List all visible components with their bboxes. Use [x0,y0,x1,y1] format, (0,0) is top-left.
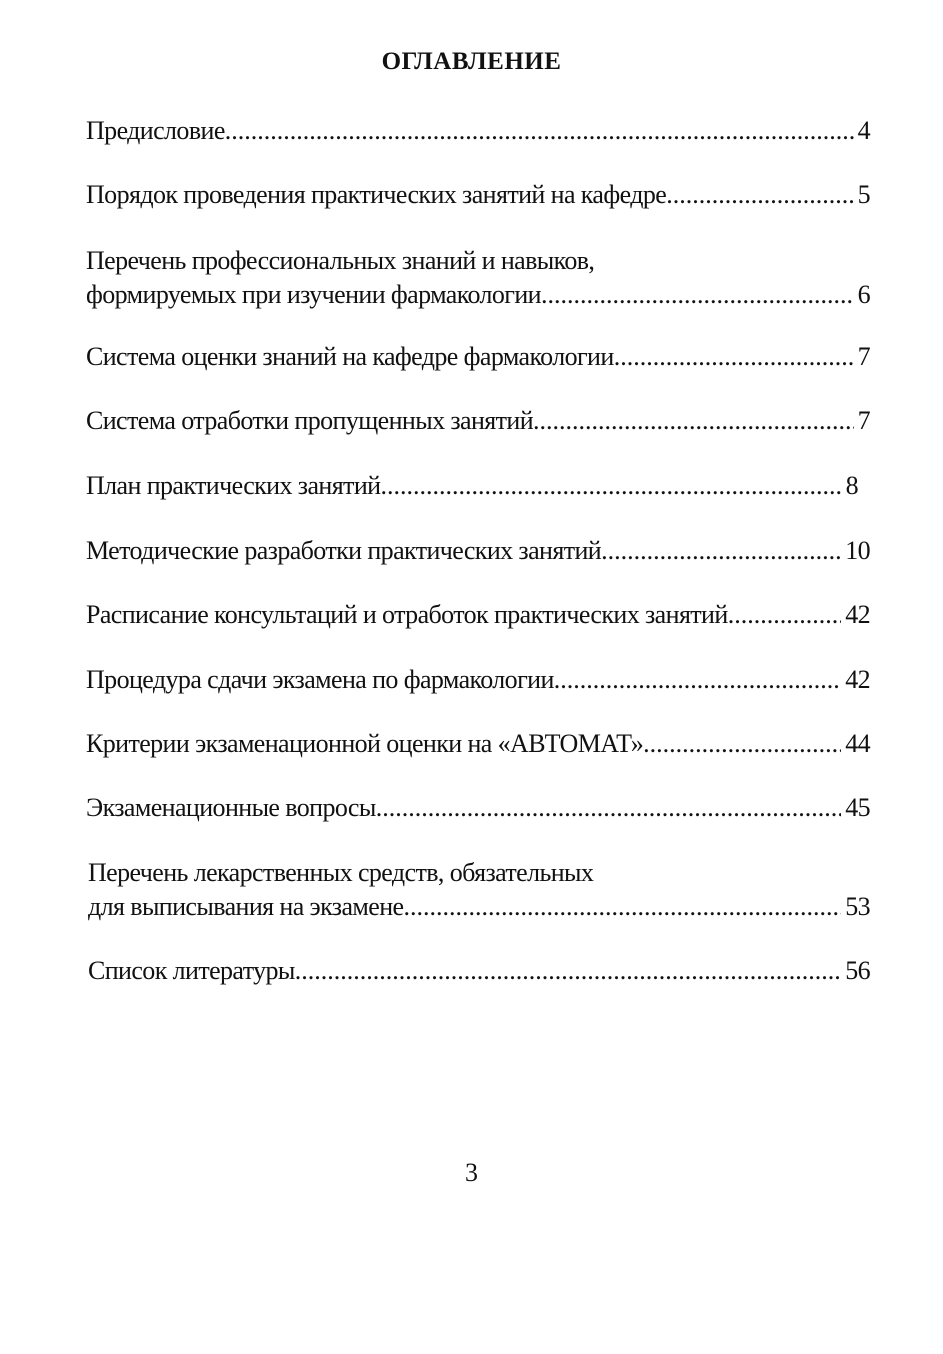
toc-entry-page: 42 [845,665,870,694]
toc-entry-page: 8 [845,471,858,500]
toc-row [86,791,870,825]
toc-entry-label-line1: Перечень лекарственных средств, обязательных [88,858,594,887]
toc-entry-page: 53 [845,892,870,921]
toc-entry-exam-procedure [86,663,870,697]
toc-entry-page: 56 [845,956,870,985]
toc-entry-label: Процедура сдачи экзамена по фармакологии [86,665,554,694]
toc-entry-practical-plan [86,469,858,503]
toc-entry-consultation-schedule [86,598,870,632]
toc-entry-page: 6 [857,280,870,309]
toc-entry-assessment-system [86,340,870,374]
toc-row [86,727,870,761]
toc-entry-professional-skills [86,244,870,312]
toc-row [86,404,870,438]
toc-dot-leader [403,890,841,924]
toc-entry-label: Экзаменационные вопросы [86,793,376,822]
toc-entry-label: Порядок проведения практических занятий на кафедре [86,180,667,209]
toc-entry-literature [86,954,870,988]
toc-entry-page: 4 [857,116,870,145]
toc-entry-label: для выписывания на экзамене [88,892,404,921]
toc-entry-required-drugs [86,856,870,924]
toc-entry-label-line1: Перечень профессиональных знаний и навыков, [86,246,595,275]
toc-entry-label: План практических занятий [86,471,381,500]
toc-entry-page: 45 [845,793,870,822]
toc-row [86,469,858,503]
toc-entry-label: Методические разработки практических занятий [86,536,602,565]
page-title: ОГЛАВЛЕНИЕ [381,48,562,75]
toc-entry-label: Система отработки пропущенных занятий [86,406,534,435]
toc-entry-exam-questions [86,791,870,825]
toc-entry-label: Расписание консультаций и отработок практических занятий [86,600,728,629]
toc-entry-label: Критерии экзаменационной оценки на «АВТОМАТ» [86,729,644,758]
toc-entry-page: 42 [845,600,870,629]
toc-dot-leader [601,534,841,568]
toc-entry-makeup-system [86,404,870,438]
toc-entry-label: формируемых при изучении фармакологии [86,280,541,309]
toc-row [86,340,870,374]
toc-entry-page: 44 [845,729,870,758]
toc-row [86,663,870,697]
toc-entry-label: Система оценки знаний на кафедре фармакологии [86,342,614,371]
toc-dot-leader [614,340,854,374]
toc-entry-label: Список литературы [88,956,295,985]
toc-entry-methodical-developments [86,534,870,568]
toc-row [86,114,870,148]
toc-entry-automat-criteria [86,727,870,761]
toc-row [86,278,870,312]
toc-dot-leader [376,791,841,825]
toc-entry-preface [86,114,870,148]
toc-dot-leader [554,663,841,697]
toc-entry-label: Предисловие [86,116,225,145]
toc-entry-page: 5 [857,180,870,209]
toc-row [86,534,870,568]
toc-row [86,598,870,632]
toc-dot-leader [225,114,854,148]
toc-dot-leader [380,469,841,503]
toc-entry-page: 7 [857,406,870,435]
toc-entry-page: 7 [857,342,870,371]
toc-entry-practical-order [86,178,870,212]
toc-dot-leader [541,278,854,312]
toc-dot-leader [666,178,853,212]
toc-row [86,178,870,212]
toc-dot-leader [533,404,854,438]
toc-entry-page: 10 [845,536,870,565]
toc-dot-leader [295,954,841,988]
toc-row [86,890,870,924]
toc-row [86,954,870,988]
toc-dot-leader [728,598,841,632]
page-number: 3 [465,1158,478,1187]
toc-dot-leader [643,727,841,761]
